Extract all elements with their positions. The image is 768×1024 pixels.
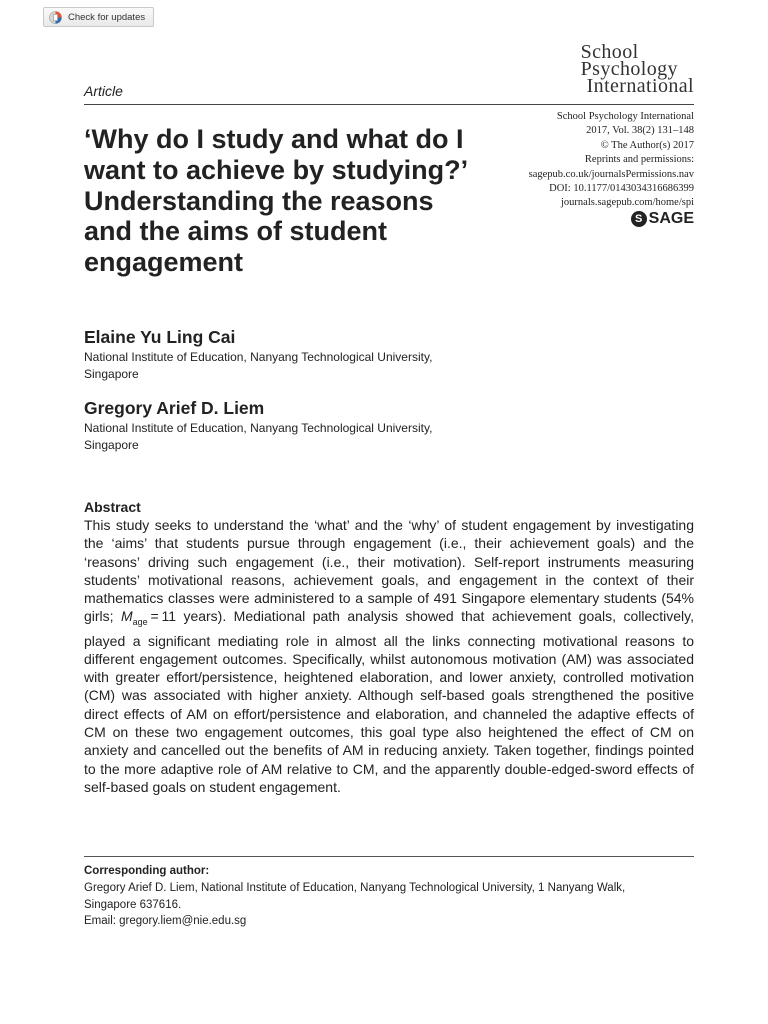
reprints-link[interactable]: sagepub.co.uk/journalsPermissions.nav [528, 168, 694, 180]
sage-logo-icon: S [631, 211, 647, 227]
publisher-logo [631, 210, 694, 228]
author-name: Elaine Yu Ling Cai [84, 327, 236, 347]
m-subscript: age [132, 617, 148, 628]
author-name: Gregory Arief D. Liem [84, 398, 265, 418]
corresponding-line: Singapore 637616. [84, 898, 182, 911]
corresponding-email[interactable]: Email: gregory.liem@nie.edu.sg [84, 915, 247, 927]
affiliation-line: National Institute of Education, Nanyang Technological University, [84, 421, 433, 435]
corresponding-line: Gregory Arief D. Liem, National Institute of Education, Nanyang Technological University, 1 Nanyang Walk, [84, 882, 626, 894]
affiliation-line: Singapore [84, 438, 139, 452]
crossmark-icon [49, 11, 62, 24]
journal-logo-line: School [580, 41, 639, 63]
journal-citation: School Psychology International [556, 111, 694, 122]
journal-homepage-link[interactable]: journals.sagepub.com/home/spi [561, 197, 694, 209]
journal-volume: 2017, Vol. 38(2) 131–148 [586, 125, 694, 137]
affiliation-line: National Institute of Education, Nanyang Technological University, [84, 350, 433, 364]
article-type: Article [84, 83, 123, 99]
m-symbol: M [121, 608, 133, 625]
reprints-label: Reprints and permissions: [584, 154, 694, 166]
abstract-heading: Abstract [84, 499, 141, 515]
doi[interactable]: DOI: 10.1177/0143034316686399 [549, 183, 694, 195]
check-for-updates-label: Check for updates [68, 11, 146, 23]
corresponding-heading: Corresponding author: [84, 865, 210, 877]
journal-logo-line: International [586, 75, 694, 97]
abstract-part: = 11 years). Mediational path analysis showed that achievement goals, collectively, played a significant mediating role in almost all the links connecting motivational reasons to different engagement outcomes. Specifically, whilst autonomous motivation (AM) was associated with greater effort/persistence, heightened elaboration, and lower anxiety, controlled motivation (CM) was associated with higher anxiety. Although self-based goals strengthened the positive direct effects of AM on effort/persistence and elaboration, and channeled the adaptive effects of CM on these two engagement outcomes, this goal type also heightened the effect of CM on anxiety and cancelled out the benefits of AM in reducing anxiety. Taken together, findings pointed to the more adaptive role of AM relative to CM, and the apparently double-edged-sword effects of self-based goals on student engagement. [84, 608, 695, 795]
header-rule [84, 104, 694, 105]
copyright: © The Author(s) 2017 [600, 139, 694, 151]
corresponding-details [84, 880, 694, 930]
journal-meta [464, 110, 694, 211]
journal-logo [580, 41, 694, 97]
publisher-name: SAGE [648, 210, 694, 227]
check-for-updates-button[interactable] [43, 7, 154, 27]
author-affiliation [84, 420, 524, 454]
footnote-rule [84, 856, 694, 857]
article-title: ‘Why do I study and what do I want to achieve by studying?’ Understanding the reasons and the aims of student engagement [84, 124, 467, 278]
author-affiliation [84, 349, 524, 383]
journal-logo-line: Psychology [580, 58, 678, 80]
abstract-text [84, 516, 694, 796]
affiliation-line: Singapore [84, 367, 139, 381]
abstract-part: This study seeks to understand the ‘what’ and the ‘why’ of student engagement by investigating the ‘aims’ that students pursue through engagement (i.e., their achievement goals) and the ‘reasons’ driving such engagement (i.e., their motivation). Self-report instruments measuring students’ motivational reasons, achievement goals, and engagement in the context of their mathematics classes were administered to a sample of 491 Singapore elementary students (54% girls; [84, 517, 694, 625]
